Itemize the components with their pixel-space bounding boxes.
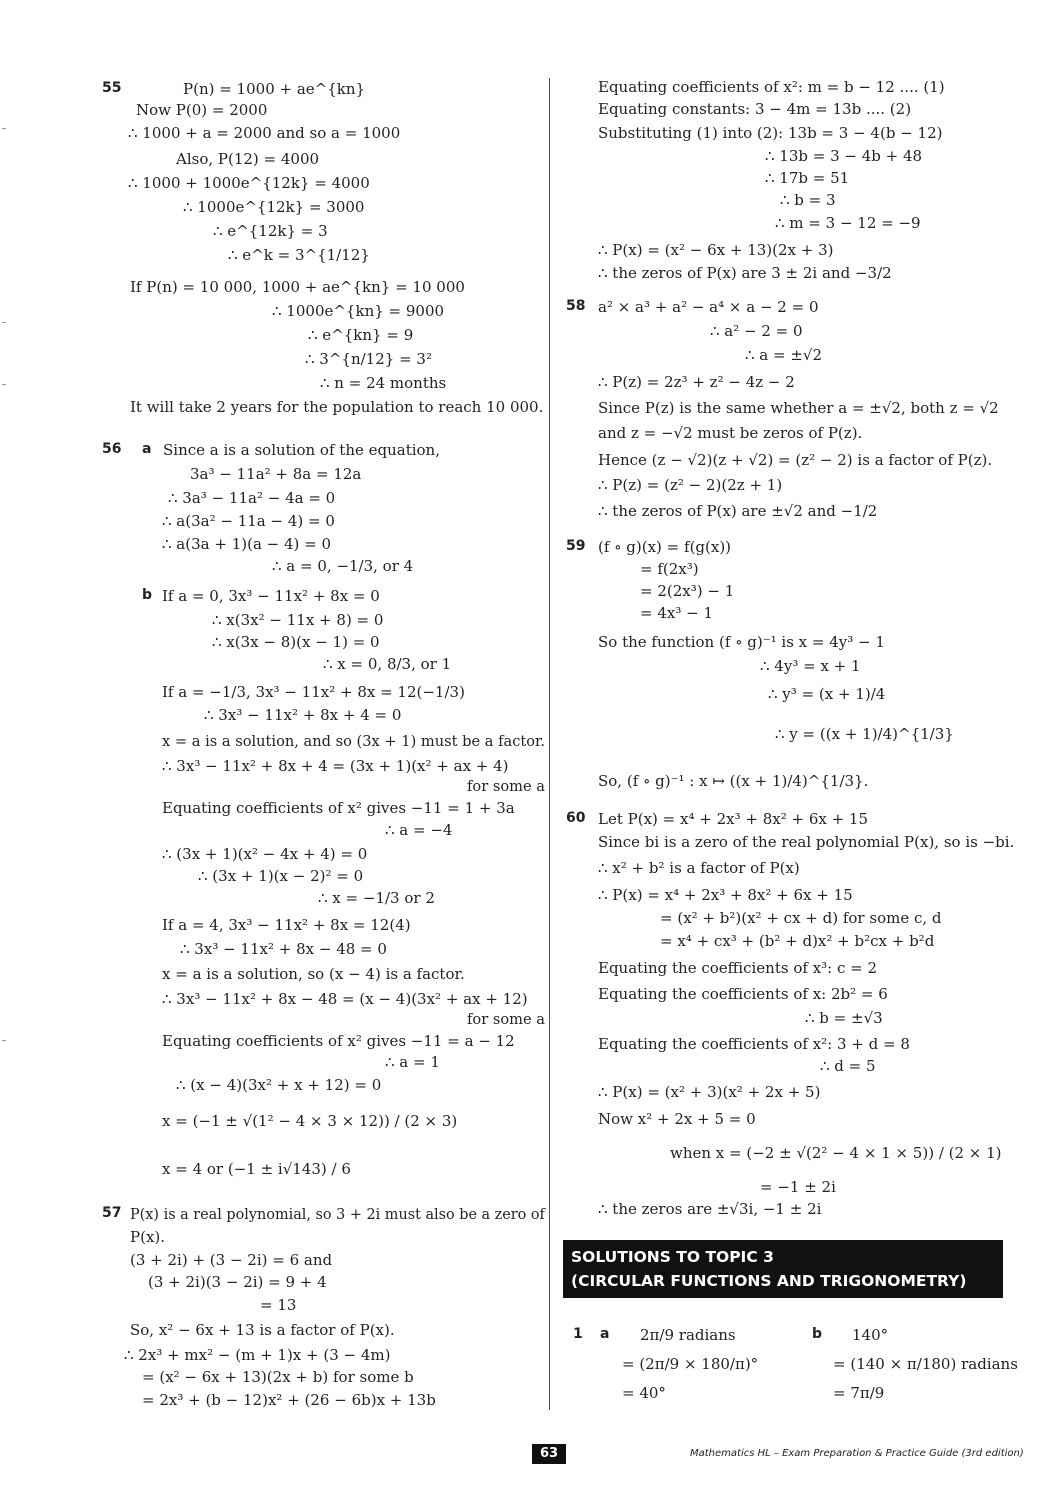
- right-line: = (x² + b²)(x² + cx + d) for some c, d: [660, 909, 942, 927]
- right-line: ∴ the zeros of P(x) are 3 ± 2i and −3/2: [598, 264, 892, 282]
- right-line: = 4x³ − 1: [640, 604, 714, 622]
- left-line: = 2x³ + (b − 12)x² + (26 − 6b)x + 13b: [142, 1391, 436, 1409]
- right-line: ∴ b = 3: [780, 191, 836, 209]
- left-line: ∴ a(3a² − 11a − 4) = 0: [162, 512, 335, 530]
- left-line: ∴ 1000e^{12k} = 3000: [183, 198, 365, 216]
- right-line: Equating the coefficients of x²: 3 + d = 8: [598, 1035, 910, 1053]
- topic-heading-line1: SOLUTIONS TO TOPIC 3: [571, 1248, 774, 1266]
- question-number-58: 58: [566, 298, 586, 314]
- q1a-line-1: 2π/9 radians: [640, 1326, 736, 1344]
- left-line: x = 4 or (−1 ± i√143) / 6: [162, 1160, 351, 1178]
- left-line: If a = 4, 3x³ − 11x² + 8x = 12(4): [162, 916, 411, 934]
- right-line: ∴ a² − 2 = 0: [710, 322, 803, 340]
- question-number-56: 56: [102, 441, 122, 457]
- left-line: ∴ e^{12k} = 3: [213, 222, 328, 240]
- left-line: ∴ n = 24 months: [320, 374, 447, 392]
- left-line: If P(n) = 10 000, 1000 + ae^{kn} = 10 000: [130, 278, 465, 296]
- right-line: ∴ P(z) = 2z³ + z² − 4z − 2: [598, 373, 795, 391]
- margin-mark: [2, 384, 6, 385]
- left-line: Now P(0) = 2000: [136, 101, 268, 119]
- left-line: P(x) is a real polynomial, so 3 + 2i must also be a zero of: [130, 1205, 545, 1223]
- right-line: So the function (f ∘ g)⁻¹ is x = 4y³ − 1: [598, 633, 885, 651]
- left-line: ∴ (3x + 1)(x − 2)² = 0: [198, 867, 364, 885]
- sub-part-a-label: a: [142, 441, 152, 457]
- right-line: Let P(x) = x⁴ + 2x³ + 8x² + 6x + 15: [598, 810, 869, 828]
- right-line: ∴ P(x) = (x² − 6x + 13)(2x + 3): [598, 241, 834, 259]
- left-line: x = (−1 ± √(1² − 4 × 3 × 12)) / (2 × 3): [162, 1112, 458, 1130]
- right-line: when x = (−2 ± √(2² − 4 × 1 × 5)) / (2 × 1): [670, 1144, 1002, 1162]
- left-line: If a = 0, 3x³ − 11x² + 8x = 0: [162, 587, 380, 605]
- left-line: x = a is a solution, and so (3x + 1) must be a factor.: [162, 732, 546, 750]
- left-line: So, x² − 6x + 13 is a factor of P(x).: [130, 1321, 395, 1339]
- q1a-line-3: = 40°: [622, 1384, 666, 1402]
- right-line: Since P(z) is the same whether a = ±√2, both z = √2: [598, 399, 999, 417]
- left-line: Since a is a solution of the equation,: [163, 441, 440, 459]
- margin-mark: [2, 322, 6, 323]
- left-line: ∴ 1000 + 1000e^{12k} = 4000: [128, 174, 370, 192]
- left-line: Also, P(12) = 4000: [176, 150, 320, 168]
- right-line: a² × a³ + a² − a⁴ × a − 2 = 0: [598, 298, 819, 316]
- right-line: Equating constants: 3 − 4m = 13b .... (2): [598, 100, 912, 118]
- question-number-55: 55: [102, 80, 122, 96]
- page-number: 63: [532, 1444, 566, 1464]
- topic-heading: [563, 1240, 1003, 1298]
- left-line: ∴ (3x + 1)(x² − 4x + 4) = 0: [162, 845, 368, 863]
- left-line: ∴ 3^{n/12} = 3²: [305, 350, 432, 368]
- right-line: = 2(2x³) − 1: [640, 582, 735, 600]
- right-line: and z = −√2 must be zeros of P(z).: [598, 424, 863, 442]
- left-line: (3 + 2i) + (3 − 2i) = 6 and: [130, 1251, 333, 1269]
- right-line: ∴ y = ((x + 1)/4)^{1/3}: [775, 725, 954, 743]
- left-line: ∴ 3x³ − 11x² + 8x − 48 = (x − 4)(3x² + ax + 12): [162, 990, 528, 1008]
- left-line: ∴ 3x³ − 11x² + 8x + 4 = 0: [204, 706, 402, 724]
- left-line: ∴ 3a³ − 11a² − 4a = 0: [168, 489, 336, 507]
- right-line: ∴ x² + b² is a factor of P(x): [598, 859, 800, 877]
- book-title: Mathematics HL – Exam Preparation & Practice Guide (3rd edition): [690, 1448, 1024, 1459]
- left-line: ∴ 1000 + a = 2000 and so a = 1000: [128, 124, 401, 142]
- q1a-line-2: = (2π/9 × 180/π)°: [622, 1355, 759, 1373]
- q1b-line-1: 140°: [852, 1326, 889, 1344]
- question-number-60: 60: [566, 810, 586, 826]
- left-line: Equating coefficients of x² gives −11 = 1 + 3a: [162, 799, 515, 817]
- left-line: ∴ x = −1/3 or 2: [318, 889, 435, 907]
- right-line: (f ∘ g)(x) = f(g(x)): [598, 538, 732, 556]
- right-line: ∴ 4y³ = x + 1: [760, 657, 861, 675]
- left-line: (3 + 2i)(3 − 2i) = 9 + 4: [148, 1273, 327, 1291]
- right-line: ∴ P(z) = (z² − 2)(2z + 1): [598, 476, 783, 494]
- right-line: = f(2x³): [640, 560, 699, 578]
- right-line: So, (f ∘ g)⁻¹ : x ↦ ((x + 1)/4)^{1/3}.: [598, 772, 869, 790]
- left-line: ∴ a = 0, −1/3, or 4: [272, 557, 414, 575]
- left-line: 3a³ − 11a² + 8a = 12a: [190, 465, 362, 483]
- right-line: Equating coefficients of x²: m = b − 12 .... (1): [598, 78, 945, 96]
- right-line: ∴ the zeros are ±√3i, −1 ± 2i: [598, 1200, 822, 1218]
- right-line: Now x² + 2x + 5 = 0: [598, 1110, 756, 1128]
- left-line: = 13: [260, 1296, 297, 1314]
- left-line: for some a: [467, 777, 545, 795]
- right-line: ∴ a = ±√2: [745, 346, 823, 364]
- right-line: Since bi is a zero of the real polynomial P(x), so is −bi.: [598, 833, 1015, 851]
- question-number-57: 57: [102, 1205, 122, 1221]
- sub-part-b-label: b: [142, 587, 153, 603]
- left-line: ∴ a = 1: [385, 1053, 440, 1071]
- right-line: ∴ y³ = (x + 1)/4: [768, 685, 886, 703]
- left-line: x = a is a solution, so (x − 4) is a factor.: [162, 965, 465, 983]
- right-line: Equating the coefficients of x: 2b² = 6: [598, 985, 888, 1003]
- topic-heading-line2: (CIRCULAR FUNCTIONS AND TRIGONOMETRY): [571, 1272, 967, 1290]
- left-line: ∴ a(3a + 1)(a − 4) = 0: [162, 535, 332, 553]
- q1-part-b-label: b: [812, 1326, 823, 1342]
- right-line: Hence (z − √2)(z + √2) = (z² − 2) is a factor of P(z).: [598, 451, 993, 469]
- right-line: ∴ the zeros of P(x) are ±√2 and −1/2: [598, 502, 878, 520]
- margin-mark: [2, 1040, 6, 1041]
- left-line: ∴ 3x³ − 11x² + 8x + 4 = (3x + 1)(x² + ax + 4): [162, 757, 509, 775]
- q1-part-a-label: a: [600, 1326, 610, 1342]
- column-divider: [549, 78, 550, 1410]
- right-line: ∴ b = ±√3: [805, 1009, 883, 1027]
- right-line: Equating the coefficients of x³: c = 2: [598, 959, 878, 977]
- right-line: ∴ P(x) = (x² + 3)(x² + 2x + 5): [598, 1083, 821, 1101]
- left-line: If a = −1/3, 3x³ − 11x² + 8x = 12(−1/3): [162, 683, 465, 701]
- margin-mark: [2, 128, 6, 129]
- right-line: ∴ 17b = 51: [765, 169, 850, 187]
- left-line: ∴ e^k = 3^{1/12}: [228, 246, 370, 264]
- left-line: ∴ 2x³ + mx² − (m + 1)x + (3 − 4m): [124, 1346, 391, 1364]
- question-number-59: 59: [566, 538, 586, 554]
- q1b-line-2: = (140 × π/180) radians: [833, 1355, 1018, 1373]
- left-line: P(n) = 1000 + ae^{kn}: [183, 80, 366, 98]
- left-line: ∴ x = 0, 8/3, or 1: [323, 655, 452, 673]
- left-line: Equating coefficients of x² gives −11 = a − 12: [162, 1032, 515, 1050]
- right-line: Substituting (1) into (2): 13b = 3 − 4(b − 12): [598, 124, 943, 142]
- left-line: ∴ x(3x² − 11x + 8) = 0: [212, 611, 384, 629]
- left-line: ∴ a = −4: [385, 821, 453, 839]
- right-line: = −1 ± 2i: [760, 1178, 836, 1196]
- left-line: = (x² − 6x + 13)(2x + b) for some b: [142, 1368, 414, 1386]
- left-line: ∴ (x − 4)(3x² + x + 12) = 0: [176, 1076, 382, 1094]
- left-line: ∴ x(3x − 8)(x − 1) = 0: [212, 633, 380, 651]
- right-line: = x⁴ + cx³ + (b² + d)x² + b²cx + b²d: [660, 932, 935, 950]
- question-number-1: 1: [573, 1326, 583, 1342]
- q1b-line-3: = 7π/9: [833, 1384, 885, 1402]
- left-line: for some a: [467, 1010, 545, 1028]
- left-line: P(x).: [130, 1228, 166, 1246]
- right-line: ∴ 13b = 3 − 4b + 48: [765, 147, 923, 165]
- left-line: It will take 2 years for the population to reach 10 000.: [130, 398, 544, 416]
- left-line: ∴ e^{kn} = 9: [308, 326, 414, 344]
- right-line: ∴ P(x) = x⁴ + 2x³ + 8x² + 6x + 15: [598, 886, 853, 904]
- right-line: ∴ m = 3 − 12 = −9: [775, 214, 921, 232]
- left-line: ∴ 1000e^{kn} = 9000: [272, 302, 445, 320]
- right-line: ∴ d = 5: [820, 1057, 876, 1075]
- left-line: ∴ 3x³ − 11x² + 8x − 48 = 0: [180, 940, 387, 958]
